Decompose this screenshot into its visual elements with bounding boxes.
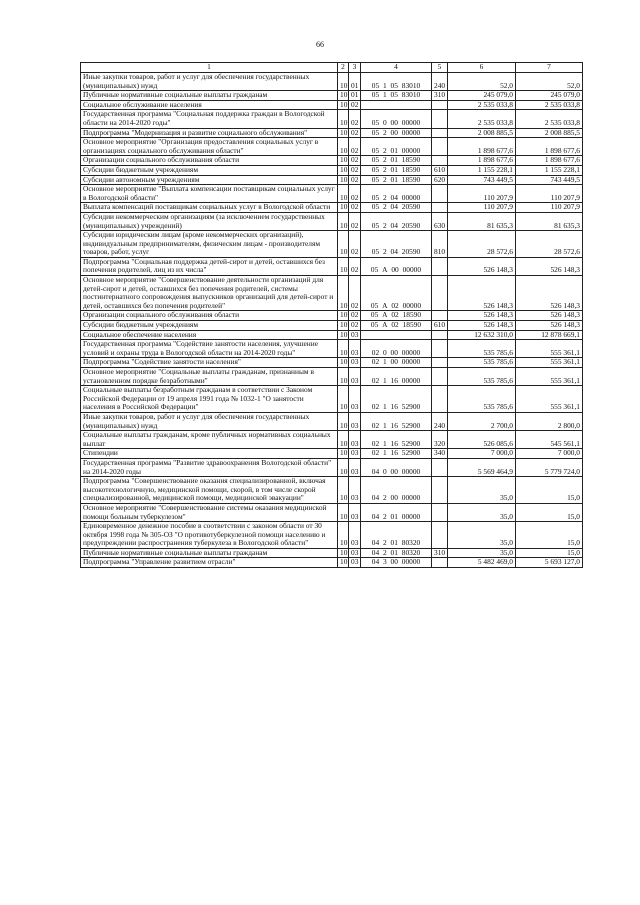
row-target-code-cell: 04 2 01 00000 (361, 503, 432, 521)
row-subsection-cell: 03 (349, 548, 361, 558)
row-target-code-cell: 05 1 05 83010 (361, 73, 432, 91)
row-subsection-cell: 02 (349, 257, 361, 275)
row-target-code-cell: 05 2 04 20590 (361, 231, 432, 258)
row-amount-year1-cell: 2 008 885,5 (448, 128, 516, 138)
row-name-cell: Подпрограмма "Модернизация и развитие социального обслуживания" (81, 128, 338, 138)
row-section-cell: 10 (338, 477, 349, 504)
row-amount-year2-cell: 2 800,0 (516, 412, 583, 430)
table-row (81, 73, 583, 91)
row-target-code-cell: 04 2 01 80320 (361, 548, 432, 558)
row-section-cell: 10 (338, 212, 349, 230)
row-amount-year1-cell: 35,0 (448, 477, 516, 504)
row-target-code-cell: 02 1 16 00000 (361, 368, 432, 386)
row-name-cell: Подпрограмма "Совершенствование оказания специализированной, включая высокотехнологичную, медицинской помощи, скорой, в том числе скорой специализированной, медицинской помощи, медицинской эвакуации" (81, 477, 338, 504)
row-amount-year1-cell: 526 148,3 (448, 276, 516, 311)
row-subsection-cell: 03 (349, 412, 361, 430)
row-subsection-cell: 02 (349, 156, 361, 166)
table-row (81, 412, 583, 430)
row-section-cell: 10 (338, 138, 349, 156)
row-target-code-cell: 05 А 02 00000 (361, 276, 432, 311)
row-expense-type-cell (432, 368, 448, 386)
table-row (81, 558, 583, 568)
row-section-cell: 10 (338, 73, 349, 91)
row-subsection-cell: 01 (349, 73, 361, 91)
row-section-cell: 10 (338, 358, 349, 368)
row-target-code-cell: 04 2 01 80320 (361, 522, 432, 549)
table-row (81, 276, 583, 311)
table-row (81, 358, 583, 368)
row-name-cell: Подпрограмма "Социальная поддержка детей-сирот и детей, оставшихся без попечения родителей, лиц из их числа" (81, 257, 338, 275)
row-amount-year2-cell: 555 361,1 (516, 340, 583, 358)
row-name-cell: Социальное обеспечение населения (81, 330, 338, 340)
row-section-cell: 10 (338, 156, 349, 166)
row-section-cell: 10 (338, 340, 349, 358)
page-number: 66 (316, 40, 324, 49)
row-target-code-cell: 04 0 00 00000 (361, 458, 432, 476)
row-amount-year2-cell: 5 693 127,0 (516, 558, 583, 568)
row-section-cell: 10 (338, 321, 349, 331)
row-amount-year1-cell: 535 785,6 (448, 340, 516, 358)
row-target-code-cell: 04 3 00 00000 (361, 558, 432, 568)
row-subsection-cell: 03 (349, 340, 361, 358)
row-amount-year1-cell: 110 207,9 (448, 203, 516, 213)
row-subsection-cell: 02 (349, 100, 361, 110)
row-amount-year1-cell: 81 635,3 (448, 212, 516, 230)
row-amount-year1-cell: 526 148,3 (448, 321, 516, 331)
table-row (81, 257, 583, 275)
row-subsection-cell: 03 (349, 386, 361, 413)
row-name-cell: Основное мероприятие "Организация предоставления социальных услуг в организациях социального обслуживания области" (81, 138, 338, 156)
row-target-code-cell: 05 2 00 00000 (361, 128, 432, 138)
row-amount-year2-cell: 743 449,5 (516, 175, 583, 185)
row-expense-type-cell (432, 386, 448, 413)
header-cell: 4 (361, 63, 432, 73)
row-amount-year2-cell: 526 148,3 (516, 321, 583, 331)
row-amount-year2-cell: 15,0 (516, 522, 583, 549)
row-expense-type-cell (432, 330, 448, 340)
table-row (81, 340, 583, 358)
row-target-code-cell: 05 2 04 20590 (361, 203, 432, 213)
table-row (81, 477, 583, 504)
row-expense-type-cell: 320 (432, 431, 448, 449)
row-amount-year2-cell: 15,0 (516, 548, 583, 558)
row-target-code-cell: 02 1 16 52900 (361, 449, 432, 459)
row-subsection-cell: 02 (349, 276, 361, 311)
row-amount-year1-cell: 110 207,9 (448, 185, 516, 203)
row-section-cell: 10 (338, 311, 349, 321)
table-row (81, 449, 583, 459)
row-amount-year2-cell: 28 572,6 (516, 231, 583, 258)
row-amount-year1-cell: 535 785,6 (448, 368, 516, 386)
row-target-code-cell: 02 1 16 52900 (361, 386, 432, 413)
row-expense-type-cell: 610 (432, 165, 448, 175)
table-row (81, 503, 583, 521)
row-name-cell: Основное мероприятие "Совершенствование деятельности организаций для детей-сирот и детей, оставшихся без попечения родителей, системы постинтернатного сопровождения выпускников организаций для детей-сирот и детей, оставшихся без попечения родителей" (81, 276, 338, 311)
row-subsection-cell: 03 (349, 431, 361, 449)
row-amount-year2-cell: 110 207,9 (516, 203, 583, 213)
row-subsection-cell: 03 (349, 330, 361, 340)
row-subsection-cell: 02 (349, 212, 361, 230)
row-subsection-cell: 02 (349, 321, 361, 331)
row-expense-type-cell: 810 (432, 231, 448, 258)
row-expense-type-cell (432, 311, 448, 321)
row-section-cell: 10 (338, 449, 349, 459)
row-amount-year2-cell: 52,0 (516, 73, 583, 91)
row-section-cell: 10 (338, 91, 349, 101)
row-amount-year2-cell: 5 779 724,0 (516, 458, 583, 476)
row-expense-type-cell: 240 (432, 73, 448, 91)
row-section-cell: 10 (338, 558, 349, 568)
row-subsection-cell: 02 (349, 203, 361, 213)
row-amount-year2-cell: 2 008 885,5 (516, 128, 583, 138)
row-amount-year1-cell: 1 898 677,6 (448, 156, 516, 166)
row-expense-type-cell: 620 (432, 175, 448, 185)
row-subsection-cell: 03 (349, 368, 361, 386)
row-amount-year2-cell: 15,0 (516, 477, 583, 504)
table-row (81, 386, 583, 413)
row-subsection-cell: 03 (349, 522, 361, 549)
row-amount-year1-cell: 52,0 (448, 73, 516, 91)
row-section-cell: 10 (338, 412, 349, 430)
row-amount-year2-cell: 1 898 677,6 (516, 138, 583, 156)
row-target-code-cell: 05 1 05 83010 (361, 91, 432, 101)
row-section-cell: 10 (338, 100, 349, 110)
row-amount-year1-cell: 2 535 033,8 (448, 110, 516, 128)
row-subsection-cell: 03 (349, 477, 361, 504)
row-target-code-cell: 02 1 00 00000 (361, 358, 432, 368)
row-amount-year1-cell: 2 535 033,8 (448, 100, 516, 110)
row-subsection-cell: 02 (349, 175, 361, 185)
row-section-cell: 10 (338, 203, 349, 213)
row-subsection-cell: 02 (349, 110, 361, 128)
row-amount-year1-cell: 1 155 228,1 (448, 165, 516, 175)
row-name-cell: Выплата компенсаций поставщикам социальных услуг в Вологодской области (81, 203, 338, 213)
row-target-code-cell: 02 1 16 52900 (361, 412, 432, 430)
row-subsection-cell: 03 (349, 449, 361, 459)
table-row (81, 185, 583, 203)
row-amount-year1-cell: 28 572,6 (448, 231, 516, 258)
row-name-cell: Публичные нормативные социальные выплаты гражданам (81, 548, 338, 558)
row-amount-year2-cell: 526 148,3 (516, 276, 583, 311)
row-name-cell: Иные закупки товаров, работ и услуг для обеспечения государственных (муниципальных) нужд (81, 412, 338, 430)
budget-table (80, 62, 583, 568)
row-name-cell: Подпрограмма "Управление развитием отрасли" (81, 558, 338, 568)
row-target-code-cell: 02 1 16 52900 (361, 431, 432, 449)
table-row (81, 128, 583, 138)
row-section-cell: 10 (338, 276, 349, 311)
row-name-cell: Основное мероприятие "Совершенствование системы оказания медицинской помощи больным туберкулезом" (81, 503, 338, 521)
row-amount-year1-cell: 5 569 464,9 (448, 458, 516, 476)
table-row (81, 231, 583, 258)
table-row (81, 548, 583, 558)
row-name-cell: Организации социального обслуживания области (81, 311, 338, 321)
row-expense-type-cell (432, 185, 448, 203)
row-target-code-cell (361, 330, 432, 340)
row-amount-year1-cell: 35,0 (448, 522, 516, 549)
row-section-cell: 10 (338, 185, 349, 203)
table-row (81, 321, 583, 331)
table-row (81, 175, 583, 185)
row-amount-year1-cell: 245 079,0 (448, 91, 516, 101)
row-name-cell: Организации социального обслуживания области (81, 156, 338, 166)
row-amount-year1-cell: 526 148,3 (448, 257, 516, 275)
row-amount-year1-cell: 743 449,5 (448, 175, 516, 185)
row-target-code-cell (361, 100, 432, 110)
row-amount-year2-cell: 12 878 669,1 (516, 330, 583, 340)
row-target-code-cell: 04 2 00 00000 (361, 477, 432, 504)
row-section-cell: 10 (338, 386, 349, 413)
row-name-cell: Публичные нормативные социальные выплаты гражданам (81, 91, 338, 101)
row-expense-type-cell (432, 203, 448, 213)
table-row (81, 138, 583, 156)
row-target-code-cell: 05 2 04 20590 (361, 212, 432, 230)
table-row (81, 156, 583, 166)
row-section-cell: 10 (338, 548, 349, 558)
row-section-cell: 10 (338, 231, 349, 258)
row-expense-type-cell (432, 156, 448, 166)
row-expense-type-cell (432, 138, 448, 156)
row-target-code-cell: 05 2 01 00000 (361, 138, 432, 156)
row-section-cell: 10 (338, 165, 349, 175)
row-amount-year1-cell: 526 085,6 (448, 431, 516, 449)
row-section-cell: 10 (338, 110, 349, 128)
row-expense-type-cell: 310 (432, 548, 448, 558)
row-expense-type-cell (432, 110, 448, 128)
row-amount-year2-cell: 555 361,1 (516, 358, 583, 368)
header-cell: 1 (81, 63, 338, 73)
row-target-code-cell: 05 А 00 00000 (361, 257, 432, 275)
row-section-cell: 10 (338, 128, 349, 138)
row-section-cell: 10 (338, 257, 349, 275)
table-row (81, 203, 583, 213)
row-expense-type-cell: 610 (432, 321, 448, 331)
row-name-cell: Основное мероприятие "Выплата компенсации поставщикам социальных услуг в Вологодской области" (81, 185, 338, 203)
row-amount-year2-cell: 526 148,3 (516, 257, 583, 275)
row-expense-type-cell: 240 (432, 412, 448, 430)
row-name-cell: Социальные выплаты безработным гражданам в соответствии с Законом Российской Федерации от 19 апреля 1991 года № 1032-1 "О занятости населения в Российской Федерации" (81, 386, 338, 413)
header-cell: 6 (448, 63, 516, 73)
row-amount-year2-cell: 7 000,0 (516, 449, 583, 459)
row-target-code-cell: 02 0 00 00000 (361, 340, 432, 358)
row-target-code-cell: 05 2 01 18590 (361, 156, 432, 166)
row-amount-year2-cell: 245 079,0 (516, 91, 583, 101)
row-amount-year1-cell: 2 700,0 (448, 412, 516, 430)
row-section-cell: 10 (338, 503, 349, 521)
row-subsection-cell: 02 (349, 311, 361, 321)
row-section-cell: 10 (338, 431, 349, 449)
row-amount-year1-cell: 526 148,3 (448, 311, 516, 321)
table-row (81, 368, 583, 386)
row-name-cell: Единовременное денежное пособие в соответствии с законом области от 30 октября 1998 года № 305-ОЗ "О противотуберкулезной помощи населению и предупреждении распространения туберкулеза в Вологодской области" (81, 522, 338, 549)
row-amount-year1-cell: 35,0 (448, 503, 516, 521)
table-row (81, 311, 583, 321)
row-name-cell: Субсидии некоммерческим организациям (за исключением государственных (муниципальных) учреждений) (81, 212, 338, 230)
row-expense-type-cell (432, 276, 448, 311)
row-subsection-cell: 02 (349, 165, 361, 175)
row-name-cell: Стипендии (81, 449, 338, 459)
table-row (81, 91, 583, 101)
row-amount-year2-cell: 545 561,1 (516, 431, 583, 449)
row-name-cell: Государственная программа "Социальная поддержка граждан в Вологодской области на 2014-2020 годы" (81, 110, 338, 128)
row-subsection-cell: 02 (349, 128, 361, 138)
row-section-cell: 10 (338, 522, 349, 549)
row-amount-year2-cell: 526 148,3 (516, 311, 583, 321)
table-row (81, 431, 583, 449)
row-name-cell: Субсидии бюджетным учреждениям (81, 321, 338, 331)
row-amount-year2-cell: 2 535 033,8 (516, 100, 583, 110)
table-row (81, 330, 583, 340)
row-expense-type-cell (432, 503, 448, 521)
row-section-cell: 10 (338, 175, 349, 185)
row-section-cell: 10 (338, 458, 349, 476)
row-expense-type-cell (432, 340, 448, 358)
row-amount-year2-cell: 110 207,9 (516, 185, 583, 203)
row-target-code-cell: 05 2 01 18590 (361, 175, 432, 185)
table-row (81, 458, 583, 476)
row-amount-year1-cell: 12 632 310,0 (448, 330, 516, 340)
row-expense-type-cell (432, 128, 448, 138)
row-expense-type-cell (432, 257, 448, 275)
row-name-cell: Социальное обслуживание населения (81, 100, 338, 110)
row-name-cell: Государственная программа "Развитие здравоохранения Вологодской области" на 2014-2020 годы (81, 458, 338, 476)
row-subsection-cell: 01 (349, 91, 361, 101)
row-amount-year2-cell: 555 361,1 (516, 368, 583, 386)
row-subsection-cell: 02 (349, 231, 361, 258)
row-amount-year1-cell: 535 785,6 (448, 386, 516, 413)
row-expense-type-cell (432, 100, 448, 110)
row-target-code-cell: 05 2 04 00000 (361, 185, 432, 203)
row-name-cell: Основное мероприятие "Социальные выплаты гражданам, признанным в установленном порядке безработными" (81, 368, 338, 386)
row-name-cell: Социальные выплаты гражданам, кроме публичных нормативных социальных выплат (81, 431, 338, 449)
row-subsection-cell: 03 (349, 558, 361, 568)
row-amount-year1-cell: 535 785,6 (448, 358, 516, 368)
row-name-cell: Субсидии бюджетным учреждениям (81, 165, 338, 175)
row-name-cell: Подпрограмма "Содействие занятости населения" (81, 358, 338, 368)
row-expense-type-cell (432, 477, 448, 504)
row-subsection-cell: 02 (349, 185, 361, 203)
row-target-code-cell: 05 А 02 18590 (361, 311, 432, 321)
row-amount-year2-cell: 2 535 033,8 (516, 110, 583, 128)
table-row (81, 212, 583, 230)
row-amount-year2-cell: 1 898 677,6 (516, 156, 583, 166)
row-amount-year1-cell: 1 898 677,6 (448, 138, 516, 156)
header-cell: 2 (338, 63, 349, 73)
row-name-cell: Субсидии автономным учреждениям (81, 175, 338, 185)
table-header-row (81, 63, 583, 73)
row-name-cell: Субсидии юридическим лицам (кроме некоммерческих организаций), индивидуальным предпринимателям, физическим лицам - производителям товаров, работ, услуг (81, 231, 338, 258)
table-row (81, 100, 583, 110)
row-amount-year1-cell: 5 482 469,0 (448, 558, 516, 568)
header-cell: 7 (516, 63, 583, 73)
row-subsection-cell: 02 (349, 138, 361, 156)
row-target-code-cell: 05 А 02 18590 (361, 321, 432, 331)
row-amount-year2-cell: 1 155 228,1 (516, 165, 583, 175)
row-expense-type-cell (432, 358, 448, 368)
row-expense-type-cell: 340 (432, 449, 448, 459)
row-section-cell: 10 (338, 368, 349, 386)
row-section-cell: 10 (338, 330, 349, 340)
row-amount-year2-cell: 81 635,3 (516, 212, 583, 230)
row-amount-year2-cell: 555 361,1 (516, 386, 583, 413)
row-expense-type-cell: 310 (432, 91, 448, 101)
row-name-cell: Иные закупки товаров, работ и услуг для обеспечения государственных (муниципальных) нужд (81, 73, 338, 91)
row-target-code-cell: 05 2 01 18590 (361, 165, 432, 175)
row-amount-year1-cell: 7 000,0 (448, 449, 516, 459)
row-expense-type-cell (432, 522, 448, 549)
row-expense-type-cell (432, 558, 448, 568)
row-subsection-cell: 03 (349, 358, 361, 368)
header-cell: 3 (349, 63, 361, 73)
row-name-cell: Государственная программа "Содействие занятости населения, улучшение условий и охраны труда в Вологодской области на 2014-2020 годы" (81, 340, 338, 358)
row-subsection-cell: 03 (349, 503, 361, 521)
table-row (81, 110, 583, 128)
row-expense-type-cell (432, 458, 448, 476)
row-expense-type-cell: 630 (432, 212, 448, 230)
table-row (81, 165, 583, 175)
row-target-code-cell: 05 0 00 00000 (361, 110, 432, 128)
row-subsection-cell: 03 (349, 458, 361, 476)
row-amount-year2-cell: 15,0 (516, 503, 583, 521)
row-amount-year1-cell: 35,0 (448, 548, 516, 558)
header-cell: 5 (432, 63, 448, 73)
table-row (81, 522, 583, 549)
